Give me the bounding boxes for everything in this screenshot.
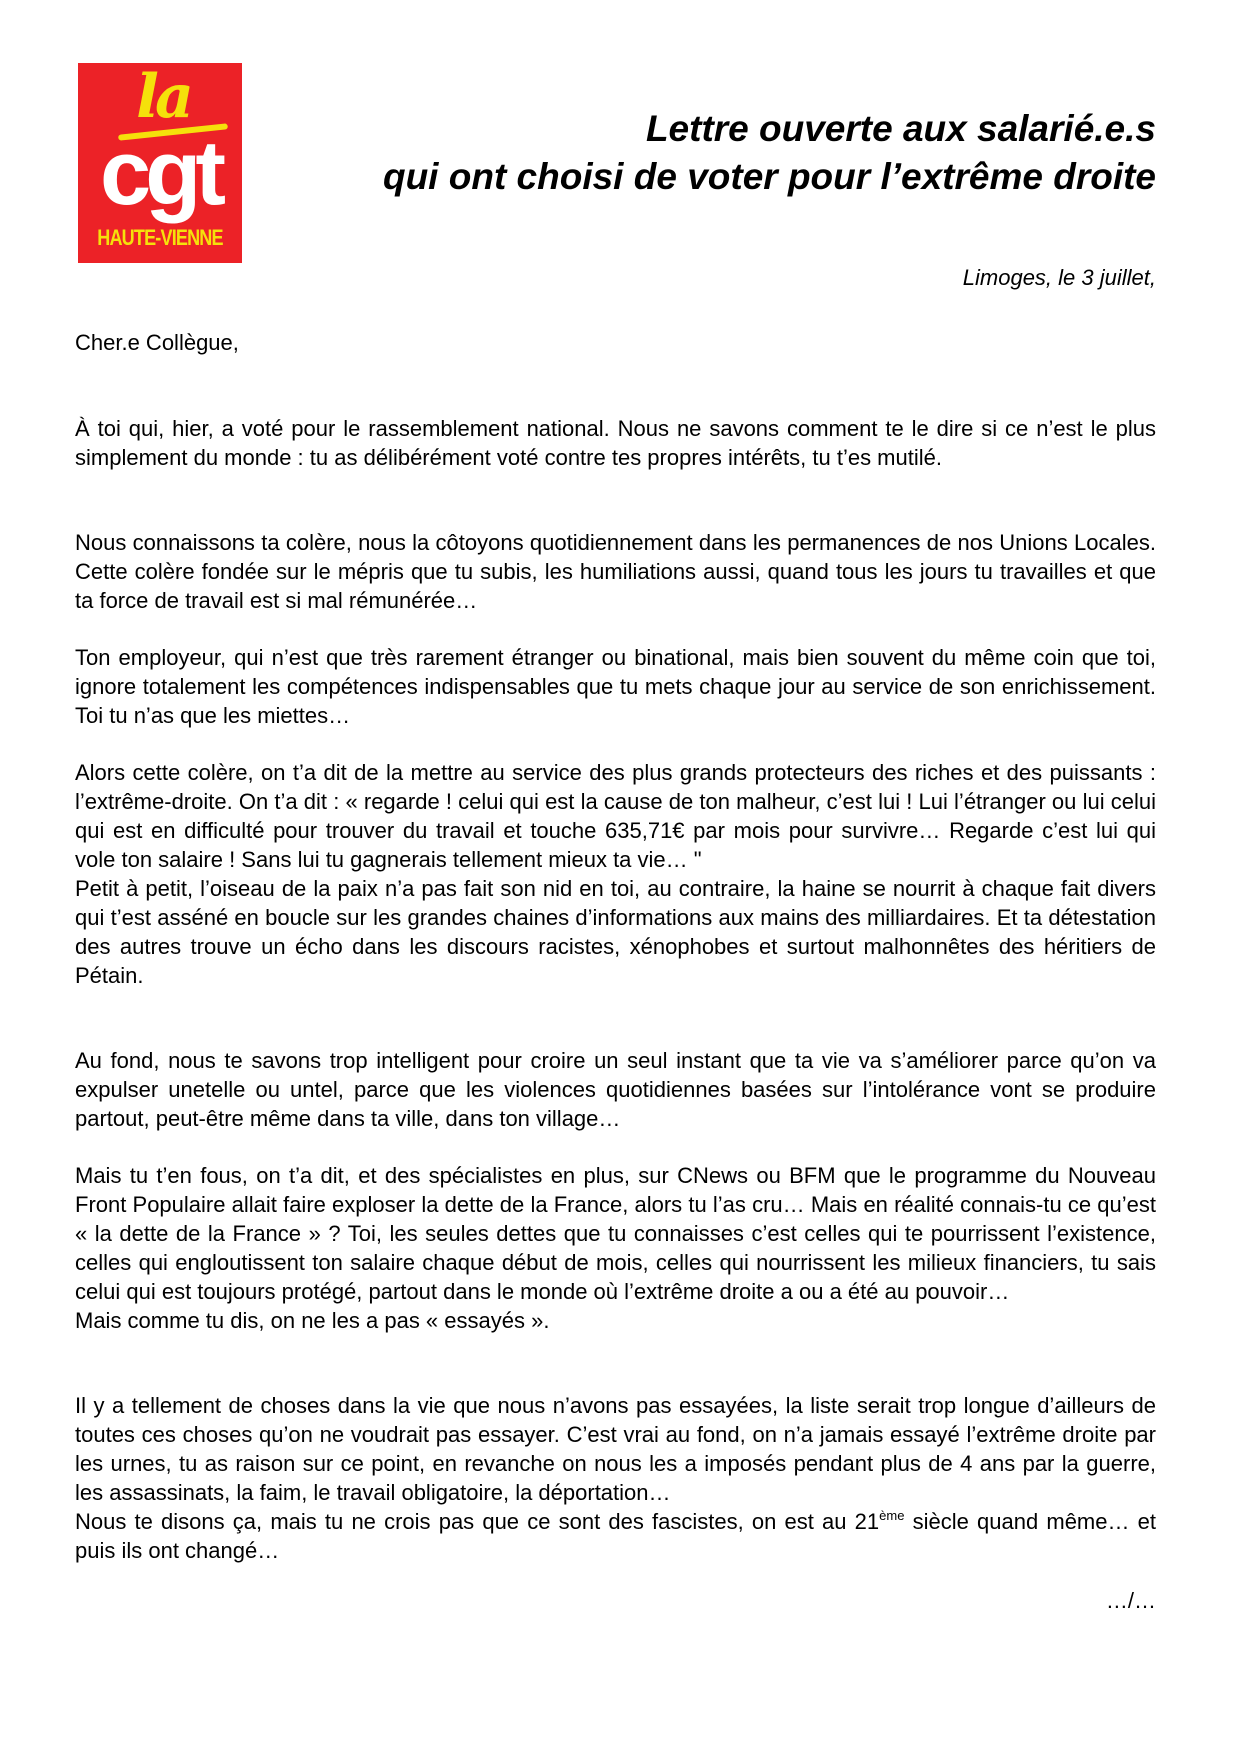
paragraph-text: Il y a tellement de choses dans la vie que nous n’avons pas essayées, la liste serait trop longue d’ailleurs de toutes ces choses qu’on ne voudrait pas essayer. C’est vrai au fond, on n’a jamais essayé l’extrême droite par les urnes, tu as raison sur ce point, en revanche on nous les a imposés pendant plus de 4 ans par la guerre, les assassinats, la faim, le travail obligatoire, la déportation…: [75, 1393, 1156, 1505]
paragraph-text: À toi qui, hier, a voté pour le rassemblement national. Nous ne savons comment te le dire si ce n’est le plus simplement du monde : tu as délibérément voté contre tes propres intérêts, tu t’es mutilé.: [75, 416, 1156, 470]
logo-la-text: la: [136, 63, 190, 132]
text-segment: siècle quand même… et puis ils ont changé…: [75, 1509, 1157, 1563]
paragraph: [75, 643, 1156, 730]
paragraph-text: Mais tu t’en fous, on t’a dit, et des spécialistes en plus, sur CNews ou BFM que le programme du Nouveau Front Populaire allait faire exploser la dette de la France, alors tu l’as cru… Mais en réalité connais-tu ce qu’est « la dette de la France » ? Toi, les seules dettes que tu connaisses c’est celles qui te pourrissent l’existence, celles qui engloutissent ton salaire chaque début de mois, celles qui nourrissent les milieux financiers, tu sais celui qui est toujours protégé, partout dans le monde où l’extrême droite a ou a été au pouvoir…: [75, 1163, 1156, 1304]
paragraph: [75, 414, 1156, 472]
superscript: ème: [879, 1508, 905, 1523]
title-line-1: Lettre ouverte aux salarié.e.s: [645, 108, 1156, 149]
paragraph: [75, 1161, 1156, 1335]
continued-marker: …/…: [1105, 1588, 1156, 1613]
paragraph-text: Alors cette colère, on t’a dit de la mettre au service des plus grands protecteurs des riches et des puissants : l’extrême-droite. On t’a dit : « regarde ! celui qui est la cause de ton malheur, c’est lui ! Lui l’étranger ou lui celui qui est en difficulté pour trouver du travail et touche 635,71€ par mois pour survivre… Regarde c’est lui qui vole ton salaire ! Sans lui tu gagnerais tellement mieux ta vie… ": [75, 760, 1156, 872]
cgt-logo: [78, 63, 242, 263]
date-line: Limoges, le 3 juillet,: [962, 265, 1156, 290]
paragraph: [75, 1391, 1156, 1565]
paragraph: [75, 528, 1156, 615]
title-line-2: qui ont choisi de voter pour l’extrême droite: [382, 156, 1156, 197]
text-segment: Nous te disons ça, mais tu ne crois pas que ce sont des fascistes, on est au 21: [75, 1509, 880, 1534]
paragraph: [75, 758, 1156, 990]
paragraph-text: Au fond, nous te savons trop intelligent pour croire un seul instant que ta vie va s’améliorer parce qu’on va expulser unetelle ou untel, parce que les violences quotidiennes basées sur l’intolérance vont se produire partout, peut-être même dans ta ville, dans ton village…: [75, 1048, 1156, 1131]
paragraph-text: Petit à petit, l’oiseau de la paix n’a pas fait son nid en toi, au contraire, la haine se nourrit à chaque fait divers qui t’est asséné en boucle sur les grandes chaines d’informations aux mains des milliardaires. Et ta détestation des autres trouve un écho dans les discours racistes, xénophobes et surtout malhonnêtes des héritiers de Pétain.: [75, 876, 1156, 988]
logo-region-text: HAUTE-VIENNE: [97, 225, 223, 250]
page-title: [383, 105, 1156, 201]
salutation: Cher.e Collègue,: [75, 330, 239, 355]
paragraph-text: Mais comme tu dis, on ne les a pas « essayés ».: [75, 1308, 550, 1333]
paragraph: [75, 1046, 1156, 1133]
paragraph-text: [75, 1507, 1156, 1565]
logo-cgt-text: cgt: [100, 122, 220, 224]
paragraph-text: Nous connaissons ta colère, nous la côtoyons quotidiennement dans les permanences de nos Unions Locales. Cette colère fondée sur le mépris que tu subis, les humiliations aussi, quand tous les jours tu travailles et que ta force de travail est si mal rémunérée…: [75, 530, 1156, 613]
paragraph-text: Ton employeur, qui n’est que très rarement étranger ou binational, mais bien souvent du même coin que toi, ignore totalement les compétences indispensables que tu mets chaque jour au service de son enrichissement. Toi tu n’as que les miettes…: [75, 645, 1156, 728]
